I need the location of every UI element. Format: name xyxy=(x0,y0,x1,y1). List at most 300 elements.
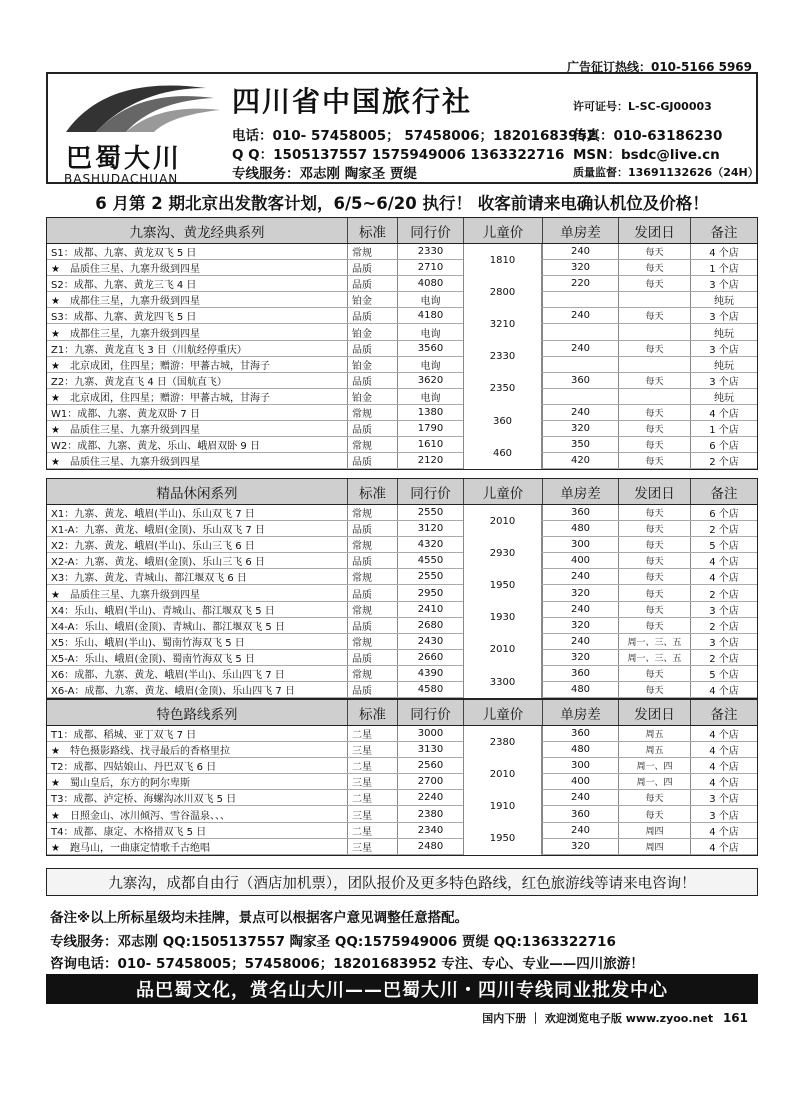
company-logo xyxy=(56,80,224,186)
cell-standard: 常规 xyxy=(347,634,397,649)
column-header-note: 备注 xyxy=(690,700,757,725)
cell-single-supplement: 360 xyxy=(542,726,618,741)
agency-header xyxy=(46,72,758,184)
cell-single-supplement: 240 xyxy=(542,341,618,356)
cell-departure: 每天 xyxy=(618,602,690,617)
license-number: 许可证号：L-SC-GJ00003 xyxy=(573,100,712,113)
cell-departure: 每天 xyxy=(618,790,690,805)
child-price-merged: 3300 xyxy=(463,666,542,698)
cell-standard: 品质 xyxy=(347,308,397,323)
table-row xyxy=(47,682,757,698)
route-group xyxy=(47,758,757,790)
table-row xyxy=(47,602,757,618)
column-header-peer-price: 同行价 xyxy=(397,218,463,243)
table-row xyxy=(47,758,757,774)
column-header-child-price: 儿童价 xyxy=(463,479,542,504)
column-header-standard: 标准 xyxy=(347,218,397,243)
table-row xyxy=(47,437,757,453)
cell-single-supplement: 240 xyxy=(542,790,618,805)
cell-departure: 每天 xyxy=(618,421,690,436)
cell-peer-price: 2380 xyxy=(397,806,463,821)
cell-route-name: ★ 北京成团，住四星；赠游：甲蕃古城，甘海子 xyxy=(51,360,270,372)
route-group xyxy=(47,437,757,469)
cell-single-supplement: 320 xyxy=(542,839,618,854)
agency-name: 四川省中国旅行社 xyxy=(232,85,473,118)
table-row xyxy=(47,341,757,357)
cell-note: 3 个店 xyxy=(690,276,757,291)
route-table xyxy=(46,699,758,856)
cell-route-name: X1-A：九寨、黄龙、峨眉(金顶)、乐山双飞 7 日 xyxy=(51,525,265,537)
child-price-merged: 460 xyxy=(463,437,542,469)
route-group xyxy=(47,666,757,698)
cell-note: 2 个店 xyxy=(690,521,757,536)
cell-peer-price: 2560 xyxy=(397,758,463,773)
cell-standard: 常规 xyxy=(347,244,397,259)
cell-departure: 周四 xyxy=(618,823,690,838)
cell-peer-price: 电询 xyxy=(397,292,463,307)
cell-departure: 周一、三、五 xyxy=(618,634,690,649)
cell-departure: 每天 xyxy=(618,537,690,552)
cell-standard: 二星 xyxy=(347,790,397,805)
page-number: 161 xyxy=(722,1011,748,1025)
child-price-merged: 2010 xyxy=(463,758,542,790)
cell-note: 4 个店 xyxy=(690,405,757,420)
cell-peer-price: 2340 xyxy=(397,823,463,838)
cell-single-supplement: 360 xyxy=(542,505,618,520)
fax-line: 传真：010-63186230 xyxy=(573,128,723,144)
cell-standard: 铂金 xyxy=(347,292,397,307)
cell-standard: 三星 xyxy=(347,742,397,757)
cell-note: 纯玩 xyxy=(690,324,757,339)
cell-note: 3 个店 xyxy=(690,806,757,821)
route-group xyxy=(47,569,757,601)
route-group xyxy=(47,308,757,340)
cell-note: 纯玩 xyxy=(690,292,757,307)
route-group xyxy=(47,505,757,537)
cell-route-name: ★ 品质住三星、九寨升级到四星 xyxy=(51,425,200,437)
cell-departure: 周一、四 xyxy=(618,774,690,789)
cell-departure: 每天 xyxy=(618,618,690,633)
column-header-note: 备注 xyxy=(690,479,757,504)
cell-single-supplement: 220 xyxy=(542,276,618,291)
cell-route-name: X4：乐山、峨眉(半山)、青城山、都江堰双飞 5 日 xyxy=(51,605,275,617)
table-row xyxy=(47,618,757,634)
child-price-merged: 2350 xyxy=(463,373,542,405)
cell-peer-price: 电询 xyxy=(397,324,463,339)
cell-peer-price: 2120 xyxy=(397,453,463,468)
route-group xyxy=(47,244,757,276)
cell-note: 3 个店 xyxy=(690,790,757,805)
section-title: 九寨沟、黄龙经典系列 xyxy=(129,224,265,241)
section-header xyxy=(47,218,757,244)
cell-departure: 每天 xyxy=(618,373,690,388)
cell-route-name: X2-A：九寨、黄龙、峨眉(金顶)、乐山三飞 6 日 xyxy=(51,557,265,569)
table-row xyxy=(47,806,757,822)
cell-single-supplement: 300 xyxy=(542,758,618,773)
cell-standard: 品质 xyxy=(347,521,397,536)
cell-note: 6 个店 xyxy=(690,437,757,452)
section-title: 精品休闲系列 xyxy=(156,485,238,502)
cell-standard: 二星 xyxy=(347,823,397,838)
cell-departure xyxy=(618,357,690,372)
cell-single-supplement: 300 xyxy=(542,537,618,552)
cell-departure: 周一、三、五 xyxy=(618,650,690,665)
cell-standard: 二星 xyxy=(347,758,397,773)
cell-departure: 每天 xyxy=(618,585,690,600)
cell-note: 4 个店 xyxy=(690,569,757,584)
column-header-peer-price: 同行价 xyxy=(397,700,463,725)
column-header-departure: 发团日 xyxy=(618,479,690,504)
table-row xyxy=(47,521,757,537)
cell-route-name: ★ 蜀山皇后，东方的阿尔卑斯 xyxy=(51,778,190,790)
cell-peer-price: 4320 xyxy=(397,537,463,552)
cell-departure: 每天 xyxy=(618,437,690,452)
cell-note: 2 个店 xyxy=(690,618,757,633)
child-price-merged: 2380 xyxy=(463,726,542,758)
route-group xyxy=(47,823,757,855)
cell-peer-price: 4390 xyxy=(397,666,463,681)
cell-standard: 品质 xyxy=(347,341,397,356)
section-header xyxy=(47,700,757,726)
cell-departure: 每天 xyxy=(618,569,690,584)
table-row xyxy=(47,742,757,758)
column-header-standard: 标准 xyxy=(347,479,397,504)
cell-single-supplement: 360 xyxy=(542,666,618,681)
cell-route-name: ★ 成都住三星，九寨升级到四星 xyxy=(51,296,200,308)
cell-peer-price: 2550 xyxy=(397,505,463,520)
cell-standard: 品质 xyxy=(347,421,397,436)
qq-line: Q Q：1505137557 1575949006 1363322716 xyxy=(232,147,565,163)
cell-peer-price: 2700 xyxy=(397,774,463,789)
cell-standard: 品质 xyxy=(347,260,397,275)
cell-standard: 三星 xyxy=(347,774,397,789)
cell-standard: 品质 xyxy=(347,553,397,568)
route-group xyxy=(47,726,757,758)
cell-departure: 每天 xyxy=(618,405,690,420)
cell-route-name: W1：成都、九寨、黄龙双卧 7 日 xyxy=(51,408,200,420)
cell-standard: 二星 xyxy=(347,726,397,741)
route-group xyxy=(47,790,757,822)
table-row xyxy=(47,650,757,666)
cell-note: 2 个店 xyxy=(690,585,757,600)
cell-departure: 每天 xyxy=(618,453,690,468)
cell-note: 4 个店 xyxy=(690,758,757,773)
cell-note: 4 个店 xyxy=(690,839,757,854)
cell-note: 3 个店 xyxy=(690,308,757,323)
cell-single-supplement: 360 xyxy=(542,373,618,388)
cell-route-name: X2：九寨、黄龙、峨眉(半山)、乐山三飞 6 日 xyxy=(51,541,255,553)
cell-note: 4 个店 xyxy=(690,726,757,741)
ad-hotline: 广告征订热线：010-5166 5969 xyxy=(566,60,752,74)
cell-standard: 三星 xyxy=(347,839,397,854)
cell-departure xyxy=(618,324,690,339)
cell-standard: 常规 xyxy=(347,437,397,452)
cell-route-name: W2：成都、九寨、黄龙、乐山、峨眉双卧 9 日 xyxy=(51,441,260,453)
child-price-merged: 2330 xyxy=(463,341,542,373)
cell-route-name: T1：成都、稻城、亚丁双飞 7 日 xyxy=(51,730,197,742)
cell-peer-price: 2710 xyxy=(397,260,463,275)
cell-single-supplement xyxy=(542,292,618,307)
cell-single-supplement: 320 xyxy=(542,421,618,436)
cell-peer-price: 2550 xyxy=(397,569,463,584)
cell-departure: 周五 xyxy=(618,726,690,741)
table-row xyxy=(47,324,757,340)
child-price-merged: 1930 xyxy=(463,602,542,634)
cell-peer-price: 3000 xyxy=(397,726,463,741)
cell-route-name: X4-A：乐山、峨眉(金顶)、青城山、都江堰双飞 5 日 xyxy=(51,621,285,633)
cell-note: 5 个店 xyxy=(690,666,757,681)
table-row xyxy=(47,790,757,806)
cell-route-name: X1：九寨、黄龙、峨眉(半山)、乐山双飞 7 日 xyxy=(51,509,255,521)
cell-note: 4 个店 xyxy=(690,244,757,259)
cell-single-supplement: 400 xyxy=(542,774,618,789)
table-row xyxy=(47,389,757,405)
cell-single-supplement: 400 xyxy=(542,553,618,568)
cell-route-name: S2：成都、九寨、黄龙三飞 4 日 xyxy=(51,280,197,292)
cell-departure xyxy=(618,292,690,307)
promo-banner: 九寨沟，成都自由行（酒店加机票），团队报价及更多特色路线，红色旅游线等请来电咨询！ xyxy=(46,868,758,896)
cell-single-supplement: 240 xyxy=(542,602,618,617)
cell-standard: 常规 xyxy=(347,569,397,584)
cell-departure: 周五 xyxy=(618,742,690,757)
cell-departure: 每天 xyxy=(618,521,690,536)
child-price-merged: 1950 xyxy=(463,823,542,855)
cell-standard: 品质 xyxy=(347,373,397,388)
cell-route-name: ★ 日照金山、冰川倾泻、雪谷温泉、、、 xyxy=(51,810,230,822)
cell-single-supplement: 320 xyxy=(542,585,618,600)
slogan-bar: 品巴蜀文化，赏名山大川——巴蜀大川・四川专线同业批发中心 xyxy=(46,974,758,1004)
phone-line: 电话：010- 57458005； 57458006；18201683952 xyxy=(232,128,597,144)
child-price-merged: 2010 xyxy=(463,505,542,537)
column-header-single-supplement: 单房差 xyxy=(542,700,618,725)
consult-phone: 咨询电话：010- 57458005；57458006；18201683952 专注、专心、专业——四川旅游！ xyxy=(50,956,644,972)
cell-peer-price: 3120 xyxy=(397,521,463,536)
cell-single-supplement: 480 xyxy=(542,742,618,757)
column-header-single-supplement: 单房差 xyxy=(542,479,618,504)
cell-note: 4 个店 xyxy=(690,742,757,757)
cell-single-supplement: 360 xyxy=(542,806,618,821)
table-row xyxy=(47,537,757,553)
cell-route-name: ★ 品质住三星、九寨升级到四星 xyxy=(51,589,200,601)
cell-note: 6 个店 xyxy=(690,505,757,520)
cell-peer-price: 电询 xyxy=(397,357,463,372)
cell-peer-price: 3620 xyxy=(397,373,463,388)
cell-note: 3 个店 xyxy=(690,634,757,649)
route-group xyxy=(47,373,757,405)
cell-route-name: X6：成都、九寨、黄龙、峨眉(半山)、乐山四飞 7 日 xyxy=(51,669,285,681)
cell-departure: 每天 xyxy=(618,260,690,275)
column-header-standard: 标准 xyxy=(347,700,397,725)
cell-route-name: X5-A：乐山、峨眉(金顶)、蜀南竹海双飞 5 日 xyxy=(51,653,255,665)
cell-standard: 常规 xyxy=(347,505,397,520)
cell-peer-price: 2410 xyxy=(397,602,463,617)
cell-route-name: Z1：九寨、黄龙直飞 3 日（川航经停重庆） xyxy=(51,344,247,356)
child-price-merged: 1950 xyxy=(463,569,542,601)
remark-line: 备注※以上所标星级均未挂牌，景点可以根据客户意见调整任意搭配。 xyxy=(50,910,469,926)
cell-peer-price: 4580 xyxy=(397,682,463,697)
cell-peer-price: 1790 xyxy=(397,421,463,436)
child-price-merged: 2930 xyxy=(463,537,542,569)
cell-route-name: ★ 成都住三星，九寨升级到四星 xyxy=(51,328,200,340)
cell-departure: 每天 xyxy=(618,682,690,697)
table-row xyxy=(47,569,757,585)
table-row xyxy=(47,373,757,389)
table-row xyxy=(47,357,757,373)
cell-note: 3 个店 xyxy=(690,602,757,617)
cell-standard: 常规 xyxy=(347,666,397,681)
cell-standard: 品质 xyxy=(347,682,397,697)
footer-text: 国内下册 ｜ 欢迎浏览电子版 www.zyoo.net xyxy=(482,1012,714,1025)
cell-peer-price: 4550 xyxy=(397,553,463,568)
route-group xyxy=(47,405,757,437)
column-header-departure: 发团日 xyxy=(618,218,690,243)
cell-single-supplement: 320 xyxy=(542,650,618,665)
column-header-single-supplement: 单房差 xyxy=(542,218,618,243)
cell-standard: 品质 xyxy=(347,585,397,600)
cell-route-name: S1：成都、九寨、黄龙双飞 5 日 xyxy=(51,248,197,260)
msn-line: MSN：bsdc@live.cn xyxy=(573,147,720,163)
cell-route-name: ★ 品质住三星、九寨升级到四星 xyxy=(51,457,200,469)
cell-peer-price: 2330 xyxy=(397,244,463,259)
cell-note: 4 个店 xyxy=(690,682,757,697)
table-row xyxy=(47,823,757,839)
table-row xyxy=(47,244,757,260)
cell-note: 4 个店 xyxy=(690,774,757,789)
cell-single-supplement: 350 xyxy=(542,437,618,452)
cell-peer-price: 1610 xyxy=(397,437,463,452)
logo-english-text: BASHUDACHUAN xyxy=(64,172,179,186)
table-row xyxy=(47,421,757,437)
table-row xyxy=(47,292,757,308)
cell-peer-price: 3560 xyxy=(397,341,463,356)
cell-single-supplement: 240 xyxy=(542,244,618,259)
child-price-merged: 2010 xyxy=(463,634,542,666)
cell-note: 1 个店 xyxy=(690,260,757,275)
cell-single-supplement: 240 xyxy=(542,634,618,649)
column-header-peer-price: 同行价 xyxy=(397,479,463,504)
table-row xyxy=(47,666,757,682)
route-group xyxy=(47,341,757,373)
route-group xyxy=(47,634,757,666)
cell-route-name: X6-A：成都、九寨、黄龙、峨眉(金顶)、乐山四飞 7 日 xyxy=(51,686,295,698)
cell-single-supplement: 240 xyxy=(542,823,618,838)
route-group xyxy=(47,276,757,308)
cell-peer-price: 4180 xyxy=(397,308,463,323)
cell-single-supplement xyxy=(542,324,618,339)
cell-single-supplement: 240 xyxy=(542,308,618,323)
cell-departure: 每天 xyxy=(618,308,690,323)
cell-departure: 每天 xyxy=(618,806,690,821)
cell-standard: 铂金 xyxy=(347,324,397,339)
column-header-departure: 发团日 xyxy=(618,700,690,725)
cell-standard: 常规 xyxy=(347,537,397,552)
column-header-child-price: 儿童价 xyxy=(463,218,542,243)
cell-single-supplement: 480 xyxy=(542,521,618,536)
cell-note: 4 个店 xyxy=(690,553,757,568)
cell-standard: 品质 xyxy=(347,453,397,468)
logo-chinese-text: 巴蜀大川 xyxy=(66,144,183,174)
table-row xyxy=(47,726,757,742)
table-row xyxy=(47,585,757,601)
cell-peer-price: 2240 xyxy=(397,790,463,805)
cell-route-name: ★ 北京成团，住四星；赠游：甲蕃古城，甘海子 xyxy=(51,392,270,404)
cell-departure: 每天 xyxy=(618,553,690,568)
table-row xyxy=(47,260,757,276)
cell-note: 5 个店 xyxy=(690,537,757,552)
cell-note: 纯玩 xyxy=(690,357,757,372)
section-header xyxy=(47,479,757,505)
cell-note: 4 个店 xyxy=(690,823,757,838)
cell-standard: 品质 xyxy=(347,650,397,665)
cell-departure: 周一、四 xyxy=(618,758,690,773)
route-group xyxy=(47,602,757,634)
cell-peer-price: 4080 xyxy=(397,276,463,291)
route-group xyxy=(47,537,757,569)
swoosh-logo-icon xyxy=(56,80,224,140)
cell-note: 3 个店 xyxy=(690,341,757,356)
cell-peer-price: 3130 xyxy=(397,742,463,757)
cell-departure: 每天 xyxy=(618,276,690,291)
page-title: 6 月第 2 期北京出发散客计划，6/5~6/20 执行！ 收客前请来电确认机位及价格！ xyxy=(95,194,709,213)
route-table xyxy=(46,217,758,470)
section-title: 特色路线系列 xyxy=(156,706,238,723)
child-price-merged: 3210 xyxy=(463,308,542,340)
cell-route-name: ★ 品质住三星、九寨升级到四星 xyxy=(51,264,200,276)
page-footer xyxy=(482,1010,748,1026)
cell-departure: 每天 xyxy=(618,244,690,259)
cell-route-name: T4：成都、康定、木格措双飞 5 日 xyxy=(51,826,207,838)
table-row xyxy=(47,405,757,421)
cell-standard: 常规 xyxy=(347,405,397,420)
cell-single-supplement xyxy=(542,357,618,372)
cell-route-name: T2：成都、四姑娘山、丹巴双飞 6 日 xyxy=(51,762,217,774)
table-row xyxy=(47,839,757,855)
cell-single-supplement: 320 xyxy=(542,260,618,275)
child-price-merged: 1910 xyxy=(463,790,542,822)
service-contacts: 专线服务：邓志刚 QQ:1505137557 陶家圣 QQ:1575949006 贾缇 QQ:1363322716 xyxy=(50,934,616,950)
cell-departure: 周四 xyxy=(618,839,690,854)
column-header-child-price: 儿童价 xyxy=(463,700,542,725)
table-row xyxy=(47,774,757,790)
cell-peer-price: 2950 xyxy=(397,585,463,600)
cell-note: 2 个店 xyxy=(690,650,757,665)
table-row xyxy=(47,553,757,569)
table-row xyxy=(47,453,757,469)
cell-route-name: T3：成都、泸定桥、海螺沟冰川双飞 5 日 xyxy=(51,794,237,806)
cell-single-supplement: 420 xyxy=(542,453,618,468)
service-line: 专线服务：邓志刚 陶家圣 贾缇 xyxy=(232,166,417,182)
cell-peer-price: 2480 xyxy=(397,839,463,854)
table-row xyxy=(47,634,757,650)
cell-route-name: X3：九寨、黄龙、青城山、都江堰双飞 6 日 xyxy=(51,573,247,585)
cell-note: 3 个店 xyxy=(690,373,757,388)
route-table xyxy=(46,478,758,699)
cell-departure: 每天 xyxy=(618,666,690,681)
cell-peer-price: 2680 xyxy=(397,618,463,633)
table-row xyxy=(47,308,757,324)
cell-peer-price: 2430 xyxy=(397,634,463,649)
cell-standard: 铂金 xyxy=(347,389,397,404)
quality-line: 质量监督：13691132626（24H） xyxy=(573,166,759,179)
cell-route-name: S3：成都、九寨、黄龙四飞 5 日 xyxy=(51,312,197,324)
cell-standard: 品质 xyxy=(347,618,397,633)
cell-route-name: ★ 跑马山，一曲康定情歌千古绝唱 xyxy=(51,842,210,854)
child-price-merged: 2800 xyxy=(463,276,542,308)
cell-departure: 每天 xyxy=(618,341,690,356)
table-row xyxy=(47,505,757,521)
cell-standard: 铂金 xyxy=(347,357,397,372)
cell-standard: 品质 xyxy=(347,276,397,291)
